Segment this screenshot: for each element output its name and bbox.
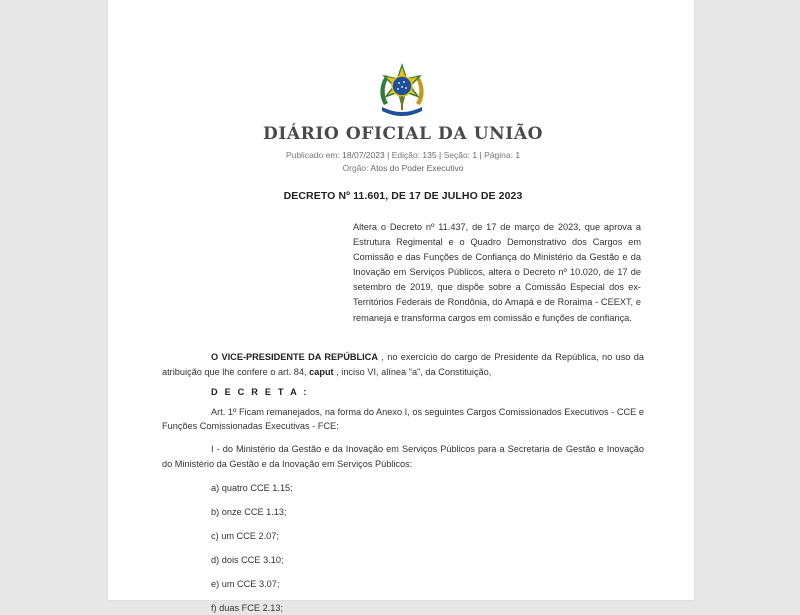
president-title: O VICE-PRESIDENTE DA REPÚBLICA <box>211 352 378 362</box>
article-1: Art. 1º Ficam remanejados, na forma do Anexo I, os seguintes Cargos Comissionados Executivos - CCE e Funções Comissionadas Executivas - FCE: <box>162 406 644 432</box>
alinea-item: c) um CCE 2.07; <box>211 531 279 542</box>
caput-term: caput <box>309 366 334 377</box>
edition-label: Edição: <box>391 150 421 160</box>
section-label: Seção: <box>443 150 471 160</box>
alinea-item: f) duas FCE 2.13; <box>211 603 284 614</box>
brazil-coat-of-arms-icon <box>376 61 428 119</box>
published-label: Publicado em: <box>285 150 340 160</box>
preamble-paragraph <box>162 350 644 379</box>
edition-value: 135 <box>422 150 437 160</box>
organ-info <box>108 163 698 173</box>
organ-value: Atos do Poder Executivo <box>370 163 464 173</box>
alinea-item: b) onze CCE 1.13; <box>211 507 287 518</box>
inciso-1: I - do Ministério da Gestão e da Inovação em Serviços Públicos para a Secretaria de Gestão e Inovação do Ministério da Gestão e da Inovação em Serviços Públicos: <box>162 443 644 469</box>
separator: | <box>387 150 390 160</box>
masthead-title: DIÁRIO OFICIAL DA UNIÃO <box>262 124 544 144</box>
page-label: Página: <box>484 150 513 160</box>
organ-label: Órgão: <box>342 163 369 173</box>
separator: | <box>479 150 482 160</box>
decreta-heading: D E C R E T A : <box>211 387 309 398</box>
decree-ementa: Altera o Decreto nº 11.437, de 17 de março de 2023, que aprova a Estrutura Regimental e o Quadro Demonstrativo dos Cargos em Comissão e das Funções de Confiança do Ministério da Gestão e da Inovação em Serviços Públicos, altera o Decreto nº 10.020, de 17 de setembro de 2019, que dispõe sobre a Comissão Especial dos ex-Territórios Federais de Rondônia, do Amapá e de Roraima - CEEXT, e remaneja e transforma cargos em comissão e funções de confiança. <box>353 222 641 323</box>
alinea-item: d) dois CCE 3.10; <box>211 555 284 566</box>
alinea-item: e) um CCE 3.07; <box>211 579 280 590</box>
decree-body <box>162 350 644 615</box>
decree-title: DECRETO Nº 11.601, DE 17 DE JULHO DE 2023 <box>283 190 523 202</box>
publication-info <box>108 150 698 160</box>
preamble-text-1: , no exercício do cargo de Presidente da República, no uso da atribuição que lhe confere o art. 84, <box>162 352 644 377</box>
preamble-text-2: , inciso VI, alínea "a", da Constituição, <box>333 366 492 377</box>
alinea-item: a) quatro CCE 1.15; <box>211 483 293 494</box>
published-date: 18/07/2023 <box>342 150 385 160</box>
page-value: 1 <box>515 150 521 160</box>
separator: | <box>438 150 442 160</box>
section-value: 1 <box>472 150 478 160</box>
document-page <box>108 0 694 614</box>
